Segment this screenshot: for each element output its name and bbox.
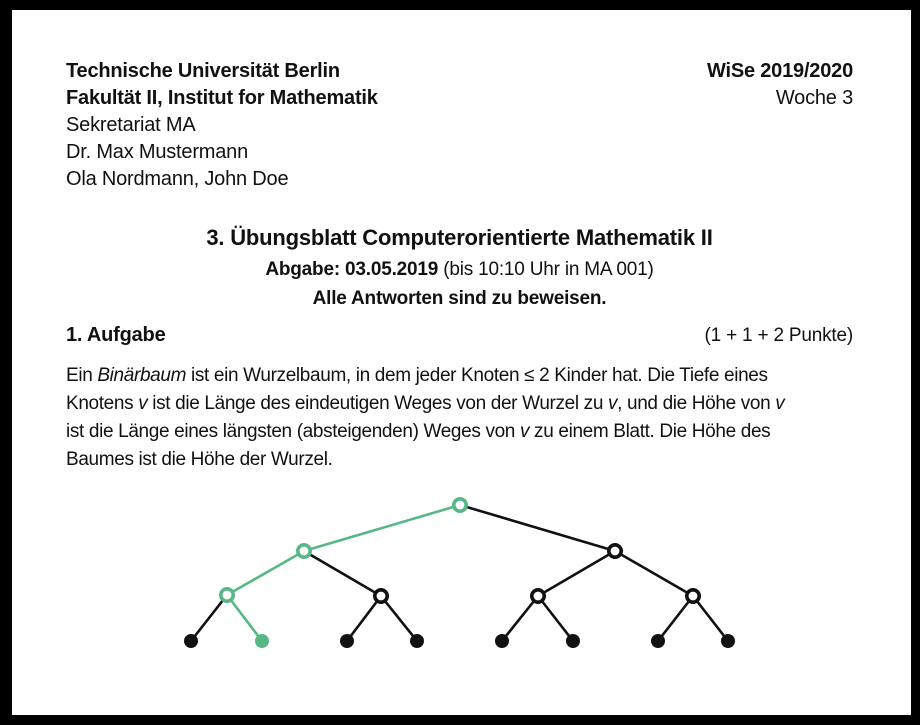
text-segment: ist die Länge eines längsten (absteigenden) Weges von	[66, 421, 520, 442]
header-semester-block	[707, 58, 853, 112]
header-left-line-0: Technische Universität Berlin	[66, 60, 340, 82]
header-right-line-0: WiSe 2019/2020	[706, 60, 853, 82]
proof-notice: Alle Antworten sind zu beweisen.	[312, 288, 607, 309]
task-label: 1. Aufgabe	[66, 324, 166, 346]
header-left-line-1: Fakultät II, Institut for Mathematik	[66, 87, 378, 109]
header-left-line-2: Sekretariat MA	[66, 114, 196, 136]
text-segment: , und die Höhe von	[617, 393, 776, 414]
paragraph-line-2	[66, 418, 880, 446]
paragraph-line-1	[66, 390, 880, 418]
task-points: (1 + 1 + 2 Punkte)	[704, 325, 853, 346]
text-segment: zu einem Blatt. Die Höhe des	[529, 421, 771, 442]
header-address-block	[66, 58, 378, 193]
document-title: 3. Übungsblatt Computerorientierte Mathematik II	[206, 225, 713, 250]
submission-line	[66, 259, 853, 281]
italic-term: v	[607, 393, 618, 414]
submission-deadline: Abgabe: 03.05.2019	[265, 259, 439, 280]
submission-details: (bis 10:10 Uhr in MA 001)	[438, 259, 654, 280]
header-right-line-1: Woche 3	[775, 87, 853, 109]
text-segment: Baumes ist die Höhe der Wurzel.	[66, 449, 333, 470]
paragraph-line-3	[66, 446, 880, 474]
italic-term: v	[519, 421, 530, 442]
italic-term: v	[775, 393, 785, 414]
text-segment: ist die Länge des eindeutigen Weges von der Wurzel zu	[147, 393, 608, 414]
paragraph-line-0	[66, 362, 880, 390]
header-left-line-4: Ola Nordmann, John Doe	[66, 168, 289, 190]
task-heading-row	[66, 324, 853, 347]
text-segment: ist ein Wurzelbaum, in dem jeder Knoten ≤ 2 Kinder hat. Die Tiefe eines	[186, 365, 768, 386]
task-description-paragraph	[66, 362, 880, 474]
header-left-line-3: Dr. Max Mustermann	[66, 141, 249, 163]
text-segment: Knotens	[66, 393, 139, 414]
italic-term: Binärbaum	[97, 365, 187, 386]
italic-term: v	[138, 393, 148, 414]
text-segment: Ein	[66, 365, 98, 386]
